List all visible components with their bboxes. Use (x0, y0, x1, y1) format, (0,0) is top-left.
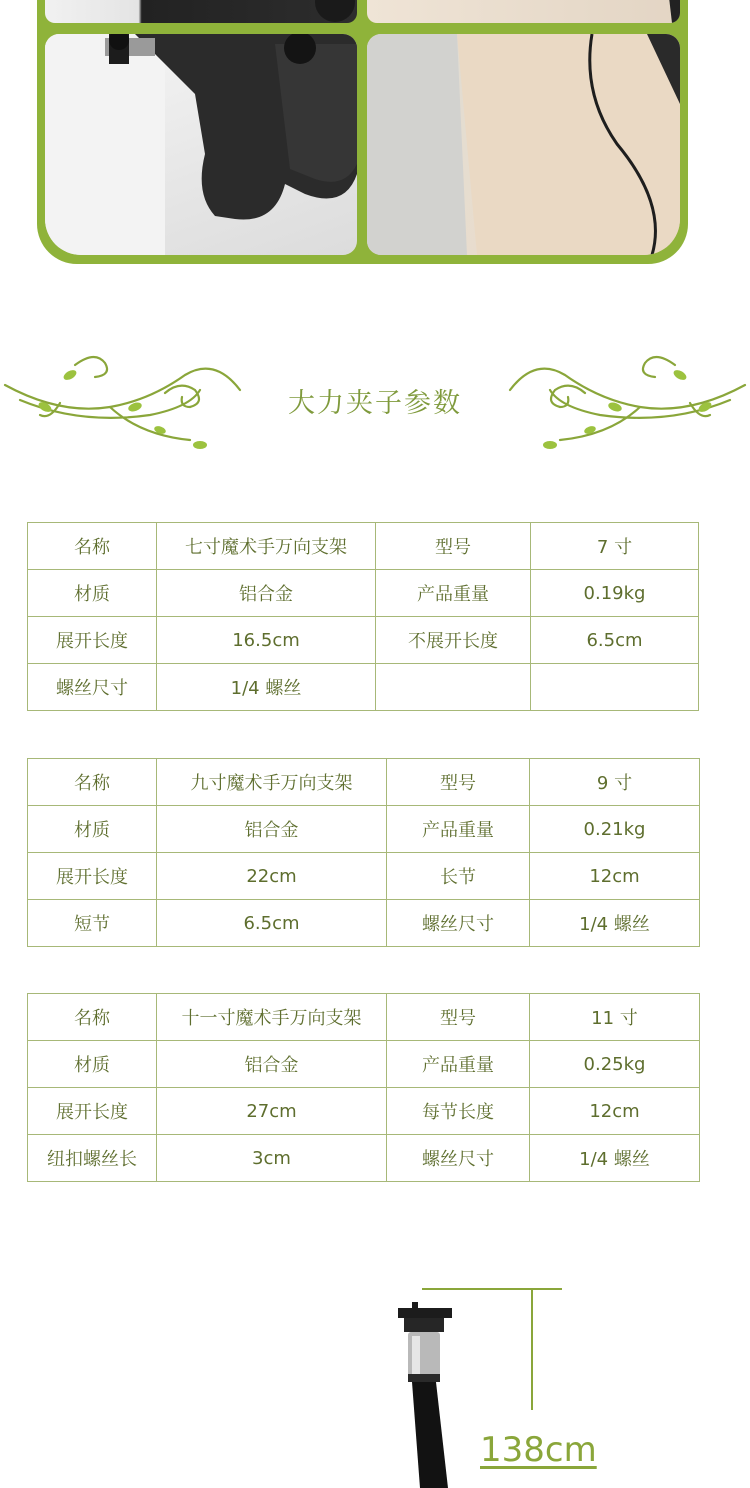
table-cell: 名称 (28, 523, 157, 570)
table-cell: 6.5cm (531, 617, 699, 664)
table-cell: 型号 (376, 523, 531, 570)
table-cell: 长节 (387, 853, 530, 900)
table-row (28, 806, 700, 853)
table-cell: 12cm (530, 853, 700, 900)
table-cell: 0.25kg (530, 1041, 700, 1088)
table-cell: 展开长度 (28, 1088, 157, 1135)
table-cell: 27cm (157, 1088, 387, 1135)
table-cell (376, 664, 531, 711)
table-cell: 1/4 螺丝 (530, 1135, 700, 1182)
table-cell: 产品重量 (387, 1041, 530, 1088)
table-row (28, 664, 699, 711)
table-cell: 11 寸 (530, 994, 700, 1041)
product-dimension-area (0, 1270, 750, 1488)
photo-collage-frame (37, 0, 688, 264)
table-row (28, 617, 699, 664)
table-cell: 螺丝尺寸 (28, 664, 157, 711)
table-cell: 七寸魔术手万向支架 (157, 523, 376, 570)
table-row (28, 1041, 700, 1088)
table-cell: 名称 (28, 759, 157, 806)
table-cell: 螺丝尺寸 (387, 900, 530, 947)
knob-detail-image (45, 0, 357, 23)
table-cell: 铝合金 (157, 570, 376, 617)
mounted-clamp-image (367, 34, 680, 255)
table-row (28, 900, 700, 947)
table-cell: 0.19kg (531, 570, 699, 617)
section-title: 大力夹子参数 (288, 388, 462, 419)
table-cell: 1/4 螺丝 (530, 900, 700, 947)
table-cell: 型号 (387, 994, 530, 1041)
table-cell: 1/4 螺丝 (157, 664, 376, 711)
section-heading (0, 345, 750, 455)
dimension-label: 138cm (480, 1430, 597, 1470)
spec-table-11-inch (27, 993, 700, 1182)
table-cell: 短节 (28, 900, 157, 947)
table-cell: 展开长度 (28, 853, 157, 900)
table-cell: 12cm (530, 1088, 700, 1135)
table-row (28, 1088, 700, 1135)
product-photo-mounted (367, 34, 680, 255)
table-row (28, 853, 700, 900)
table-cell (531, 664, 699, 711)
table-row (28, 1135, 700, 1182)
table-cell: 九寸魔术手万向支架 (157, 759, 387, 806)
table-cell: 不展开长度 (376, 617, 531, 664)
table-cell: 铝合金 (157, 806, 387, 853)
table-cell: 材质 (28, 1041, 157, 1088)
product-photo-top-left (45, 0, 357, 23)
product-rod-image (0, 1270, 750, 1488)
table-cell: 展开长度 (28, 617, 157, 664)
spec-table-9-inch (27, 758, 700, 947)
table-cell: 16.5cm (157, 617, 376, 664)
table-cell: 材质 (28, 806, 157, 853)
table-cell: 0.21kg (530, 806, 700, 853)
table-row (28, 759, 700, 806)
table-cell: 铝合金 (157, 1041, 387, 1088)
spec-table-7-inch (27, 522, 699, 711)
table-cell: 产品重量 (387, 806, 530, 853)
table-cell: 6.5cm (157, 900, 387, 947)
table-row (28, 523, 699, 570)
clamp-closeup-image (45, 34, 357, 255)
table-cell: 22cm (157, 853, 387, 900)
table-cell: 名称 (28, 994, 157, 1041)
table-cell: 9 寸 (530, 759, 700, 806)
product-photo-top-right (367, 0, 680, 23)
table-cell: 型号 (387, 759, 530, 806)
table-cell: 每节长度 (387, 1088, 530, 1135)
table-cell: 十一寸魔术手万向支架 (157, 994, 387, 1041)
table-row (28, 994, 700, 1041)
table-edge-image (367, 0, 680, 23)
table-cell: 纽扣螺丝长 (28, 1135, 157, 1182)
table-cell: 材质 (28, 570, 157, 617)
table-cell: 7 寸 (531, 523, 699, 570)
table-row (28, 570, 699, 617)
product-photo-clamp-closeup (45, 34, 357, 255)
table-cell: 螺丝尺寸 (387, 1135, 530, 1182)
table-cell: 3cm (157, 1135, 387, 1182)
table-cell: 产品重量 (376, 570, 531, 617)
